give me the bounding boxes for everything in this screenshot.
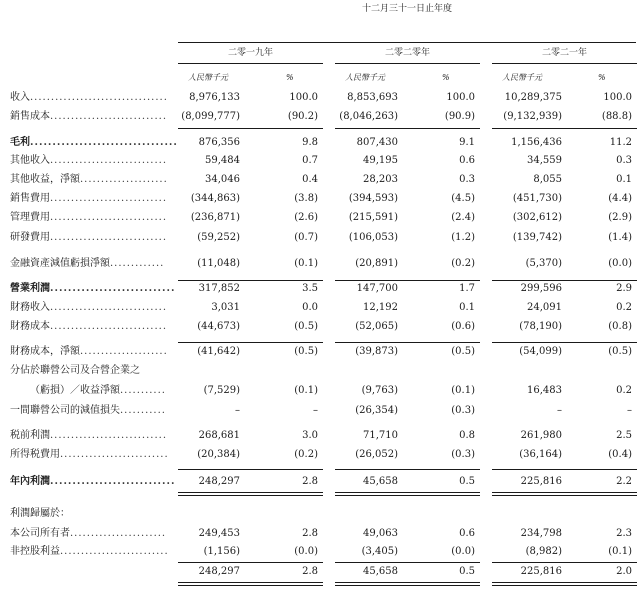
- amount-cell: 49,195: [363, 155, 398, 166]
- percent-cell: (0.8): [608, 321, 632, 332]
- amount-cell: 1,156,436: [511, 137, 562, 148]
- percent-cell: –: [627, 405, 632, 416]
- row-label: 營業利潤............................: [10, 283, 176, 294]
- dot-leader: .....................: [80, 346, 168, 357]
- row-label: 税前利潤............................: [10, 430, 168, 441]
- subtotal-rule: [178, 469, 323, 470]
- percent-cell: 11.2: [609, 137, 632, 148]
- subtotal-rule: [178, 280, 323, 281]
- dot-leader: ............................: [50, 111, 168, 122]
- row-label: 毛利.................................: [10, 137, 178, 148]
- percent-cell: 0.5: [459, 566, 475, 577]
- percent-cell: (3.8): [294, 193, 318, 204]
- dot-leader: ............................: [50, 232, 168, 243]
- percent-cell: 3.5: [302, 283, 318, 294]
- amount-cell: 225,816: [520, 566, 562, 577]
- row-label: 年內利潤............................: [10, 476, 176, 487]
- row-label: 所得税費用..........................: [10, 449, 169, 460]
- double-rule: [335, 495, 480, 496]
- percent-cell: 2.2: [616, 476, 632, 487]
- row-label: 利潤歸屬於：: [10, 508, 70, 519]
- dot-leader: ............................: [50, 430, 168, 441]
- percent-cell: (0.5): [451, 346, 475, 357]
- double-rule: [178, 585, 323, 586]
- percent-cell: (0.1): [294, 258, 318, 269]
- percent-cell: 0.0: [302, 302, 318, 313]
- unit-label-2019: 人民幣千元: [188, 73, 228, 82]
- row-label: 本公司所有者.......................: [10, 528, 167, 539]
- amount-cell: 234,798: [520, 528, 562, 539]
- amount-cell: (139,742): [512, 232, 562, 243]
- dot-leader: ............................: [50, 302, 168, 313]
- subtotal-rule: [492, 342, 637, 343]
- amount-cell: 8,055: [533, 174, 562, 185]
- amount-cell: 59,484: [205, 155, 240, 166]
- dot-leader: ...........: [120, 385, 166, 396]
- row-label: 財務收入............................: [10, 302, 168, 313]
- dot-leader: ...........: [120, 405, 166, 416]
- percent-cell: (0.0): [608, 258, 632, 269]
- amount-cell: (451,730): [512, 193, 562, 204]
- amount-cell: 225,816: [520, 476, 562, 487]
- amount-cell: 8,976,133: [189, 92, 240, 103]
- year-2021-header: 二零二一年: [541, 48, 587, 58]
- row-label: 財務成本............................: [10, 321, 168, 332]
- amount-cell: 24,091: [527, 302, 562, 313]
- amount-cell: (20,384): [197, 449, 240, 460]
- amount-cell: 34,046: [205, 174, 240, 185]
- percent-cell: (0.3): [451, 405, 475, 416]
- amount-cell: 876,356: [198, 137, 240, 148]
- dot-leader: ............................: [50, 321, 168, 332]
- subtotal-rule: [492, 280, 637, 281]
- subtotal-rule: [335, 342, 480, 343]
- double-rule: [178, 492, 323, 493]
- percent-cell: 0.8: [459, 430, 475, 441]
- percent-cell: (0.5): [294, 346, 318, 357]
- row-label: 財務成本，淨額.....................: [10, 346, 168, 357]
- amount-cell: (59,252): [197, 232, 240, 243]
- percent-cell: (0.5): [608, 346, 632, 357]
- percent-cell: (0.3): [451, 449, 475, 460]
- row-label: 一間聯營公司的減值損失...........: [10, 405, 166, 416]
- dot-leader: .................................: [30, 137, 178, 148]
- percent-cell: (0.6): [451, 321, 475, 332]
- amount-cell: (41,642): [197, 346, 240, 357]
- percent-cell: (0.0): [451, 546, 475, 557]
- amount-cell: (26,354): [355, 405, 398, 416]
- dot-leader: ............................: [50, 155, 168, 166]
- double-rule: [492, 585, 637, 586]
- percent-cell: 100.0: [289, 92, 318, 103]
- percent-cell: 100.0: [603, 92, 632, 103]
- row-label: 分佔於聯營公司及合營企業之: [10, 365, 140, 376]
- row-label: 銷售費用............................: [10, 193, 168, 204]
- pct-label-2020: %: [442, 73, 450, 82]
- percent-cell: –: [313, 405, 318, 416]
- percent-cell: 3.0: [302, 430, 318, 441]
- percent-cell: 0.2: [616, 385, 632, 396]
- percent-cell: (0.1): [608, 546, 632, 557]
- amount-cell: 34,559: [527, 155, 562, 166]
- dot-leader: ............................: [50, 283, 176, 294]
- subtotal-rule: [492, 562, 637, 563]
- percent-cell: 1.7: [459, 283, 475, 294]
- row-label: 收入.................................: [10, 92, 168, 103]
- amount-cell: 16,483: [527, 385, 562, 396]
- dot-leader: .....................: [80, 174, 168, 185]
- subtotal-rule: [335, 128, 480, 129]
- pct-label-2021: %: [598, 73, 606, 82]
- percent-cell: 0.1: [616, 174, 632, 185]
- percent-cell: (4.5): [451, 193, 475, 204]
- amount-cell: (106,053): [348, 232, 398, 243]
- subtotal-rule: [178, 562, 323, 563]
- pct-label-2019: %: [286, 73, 294, 82]
- dot-leader: .............: [110, 258, 165, 269]
- amount-cell: 12,192: [363, 302, 398, 313]
- amount-cell: 45,658: [363, 476, 398, 487]
- amount-cell: (9,132,939): [503, 111, 562, 122]
- percent-cell: 0.7: [302, 155, 318, 166]
- amount-cell: 299,596: [520, 283, 562, 294]
- amount-cell: 8,853,693: [347, 92, 398, 103]
- double-rule: [492, 492, 637, 493]
- subtotal-rule: [492, 469, 637, 470]
- percent-cell: 2.8: [302, 566, 318, 577]
- percent-cell: (0.0): [294, 546, 318, 557]
- amount-cell: (78,190): [519, 321, 562, 332]
- percent-cell: (0.5): [294, 321, 318, 332]
- percent-cell: (90.2): [287, 111, 318, 122]
- amount-cell: 28,203: [363, 174, 398, 185]
- amount-cell: (1,156): [203, 546, 240, 557]
- percent-cell: 0.1: [459, 302, 475, 313]
- subtotal-rule: [335, 562, 480, 563]
- year-2020-header: 二零二零年: [384, 48, 430, 58]
- row-label: 其他收益，淨額.....................: [10, 174, 168, 185]
- percent-cell: 2.8: [302, 476, 318, 487]
- amount-cell: 261,980: [520, 430, 562, 441]
- amount-cell: 10,289,375: [504, 92, 562, 103]
- year-2021-rule: [492, 63, 637, 64]
- amount-cell: (344,863): [190, 193, 240, 204]
- double-rule: [178, 582, 323, 583]
- percent-cell: 2.8: [302, 528, 318, 539]
- dot-leader: ............................: [50, 193, 168, 204]
- amount-cell: (302,612): [512, 212, 562, 223]
- amount-cell: 807,430: [356, 137, 398, 148]
- percent-cell: (2.6): [294, 212, 318, 223]
- amount-cell: (8,046,263): [339, 111, 398, 122]
- year-2019-header: 二零一九年: [227, 48, 273, 58]
- dot-leader: .................................: [30, 92, 168, 103]
- percent-cell: (0.1): [451, 385, 475, 396]
- percent-cell: (2.9): [608, 212, 632, 223]
- double-rule: [492, 582, 637, 583]
- amount-cell: 248,297: [198, 476, 240, 487]
- double-rule: [335, 582, 480, 583]
- amount-cell: 3,031: [211, 302, 240, 313]
- percent-cell: 0.3: [616, 155, 632, 166]
- dot-leader: .......................: [70, 528, 167, 539]
- amount-cell: 249,453: [198, 528, 240, 539]
- amount-cell: (8,099,777): [181, 111, 240, 122]
- amount-cell: (7,529): [203, 385, 240, 396]
- percent-cell: 2.5: [616, 430, 632, 441]
- dot-leader: ............................: [50, 476, 176, 487]
- double-rule: [335, 492, 480, 493]
- amount-cell: (54,099): [519, 346, 562, 357]
- percent-cell: 0.6: [459, 528, 475, 539]
- percent-cell: 0.6: [459, 155, 475, 166]
- subtotal-rule: [178, 128, 323, 129]
- row-label: 管理費用............................: [10, 212, 168, 223]
- amount-cell: 71,710: [363, 430, 398, 441]
- amount-cell: 49,063: [363, 528, 398, 539]
- period-header: 十二月三十一日止年度: [361, 4, 452, 14]
- amount-cell: (8,982): [525, 546, 562, 557]
- amount-cell: (5,370): [525, 258, 562, 269]
- unit-label-2021: 人民幣千元: [502, 73, 542, 82]
- amount-cell: (215,591): [348, 212, 398, 223]
- percent-cell: (0.7): [294, 232, 318, 243]
- year-2020-rule: [335, 63, 480, 64]
- unit-label-2020: 人民幣千元: [345, 73, 385, 82]
- amount-cell: (20,891): [355, 258, 398, 269]
- subtotal-rule: [335, 469, 480, 470]
- amount-cell: (44,673): [197, 321, 240, 332]
- amount-cell: (236,871): [190, 212, 240, 223]
- percent-cell: 0.2: [616, 302, 632, 313]
- amount-cell: (26,052): [355, 449, 398, 460]
- percent-cell: 0.5: [459, 476, 475, 487]
- percent-cell: 9.8: [302, 137, 318, 148]
- amount-cell: –: [235, 405, 240, 416]
- dot-leader: ..........................: [60, 449, 169, 460]
- percent-cell: (0.1): [294, 385, 318, 396]
- amount-cell: 45,658: [363, 566, 398, 577]
- amount-cell: (394,593): [348, 193, 398, 204]
- dot-leader: ..........................: [60, 546, 169, 557]
- row-label: 研發費用............................: [10, 232, 168, 243]
- percent-cell: 9.1: [459, 137, 475, 148]
- row-label: （虧損）／收益淨額...........: [30, 385, 166, 396]
- percent-cell: 2.3: [616, 528, 632, 539]
- percent-cell: (0.2): [451, 258, 475, 269]
- amount-cell: (52,065): [355, 321, 398, 332]
- row-label: 金融資產減值虧損淨額.............: [10, 258, 165, 269]
- percent-cell: (2.4): [451, 212, 475, 223]
- percent-cell: 2.0: [616, 566, 632, 577]
- period-rule: [178, 42, 636, 43]
- row-label: 銷售成本............................: [10, 111, 168, 122]
- percent-cell: (0.2): [294, 449, 318, 460]
- subtotal-rule: [178, 342, 323, 343]
- double-rule: [492, 495, 637, 496]
- amount-cell: 248,297: [198, 566, 240, 577]
- amount-cell: (11,048): [197, 258, 240, 269]
- amount-cell: –: [557, 405, 562, 416]
- percent-cell: 0.3: [459, 174, 475, 185]
- percent-cell: 0.4: [302, 174, 318, 185]
- year-2019-rule: [178, 63, 323, 64]
- double-rule: [335, 585, 480, 586]
- amount-cell: (3,405): [361, 546, 398, 557]
- amount-cell: (36,164): [519, 449, 562, 460]
- amount-cell: (39,873): [355, 346, 398, 357]
- dot-leader: ............................: [50, 212, 168, 223]
- percent-cell: (1.2): [451, 232, 475, 243]
- subtotal-rule: [335, 280, 480, 281]
- row-label: 非控股利益..........................: [10, 546, 169, 557]
- amount-cell: (9,763): [361, 385, 398, 396]
- row-label: 其他收入............................: [10, 155, 168, 166]
- percent-cell: (0.4): [608, 449, 632, 460]
- amount-cell: 268,681: [198, 430, 240, 441]
- percent-cell: (1.4): [608, 232, 632, 243]
- percent-cell: 2.9: [616, 283, 632, 294]
- subtotal-rule: [492, 128, 637, 129]
- amount-cell: 317,852: [198, 283, 240, 294]
- percent-cell: 100.0: [446, 92, 475, 103]
- percent-cell: (88.8): [601, 111, 632, 122]
- double-rule: [178, 495, 323, 496]
- percent-cell: (4.4): [608, 193, 632, 204]
- amount-cell: 147,700: [356, 283, 398, 294]
- percent-cell: (90.9): [444, 111, 475, 122]
